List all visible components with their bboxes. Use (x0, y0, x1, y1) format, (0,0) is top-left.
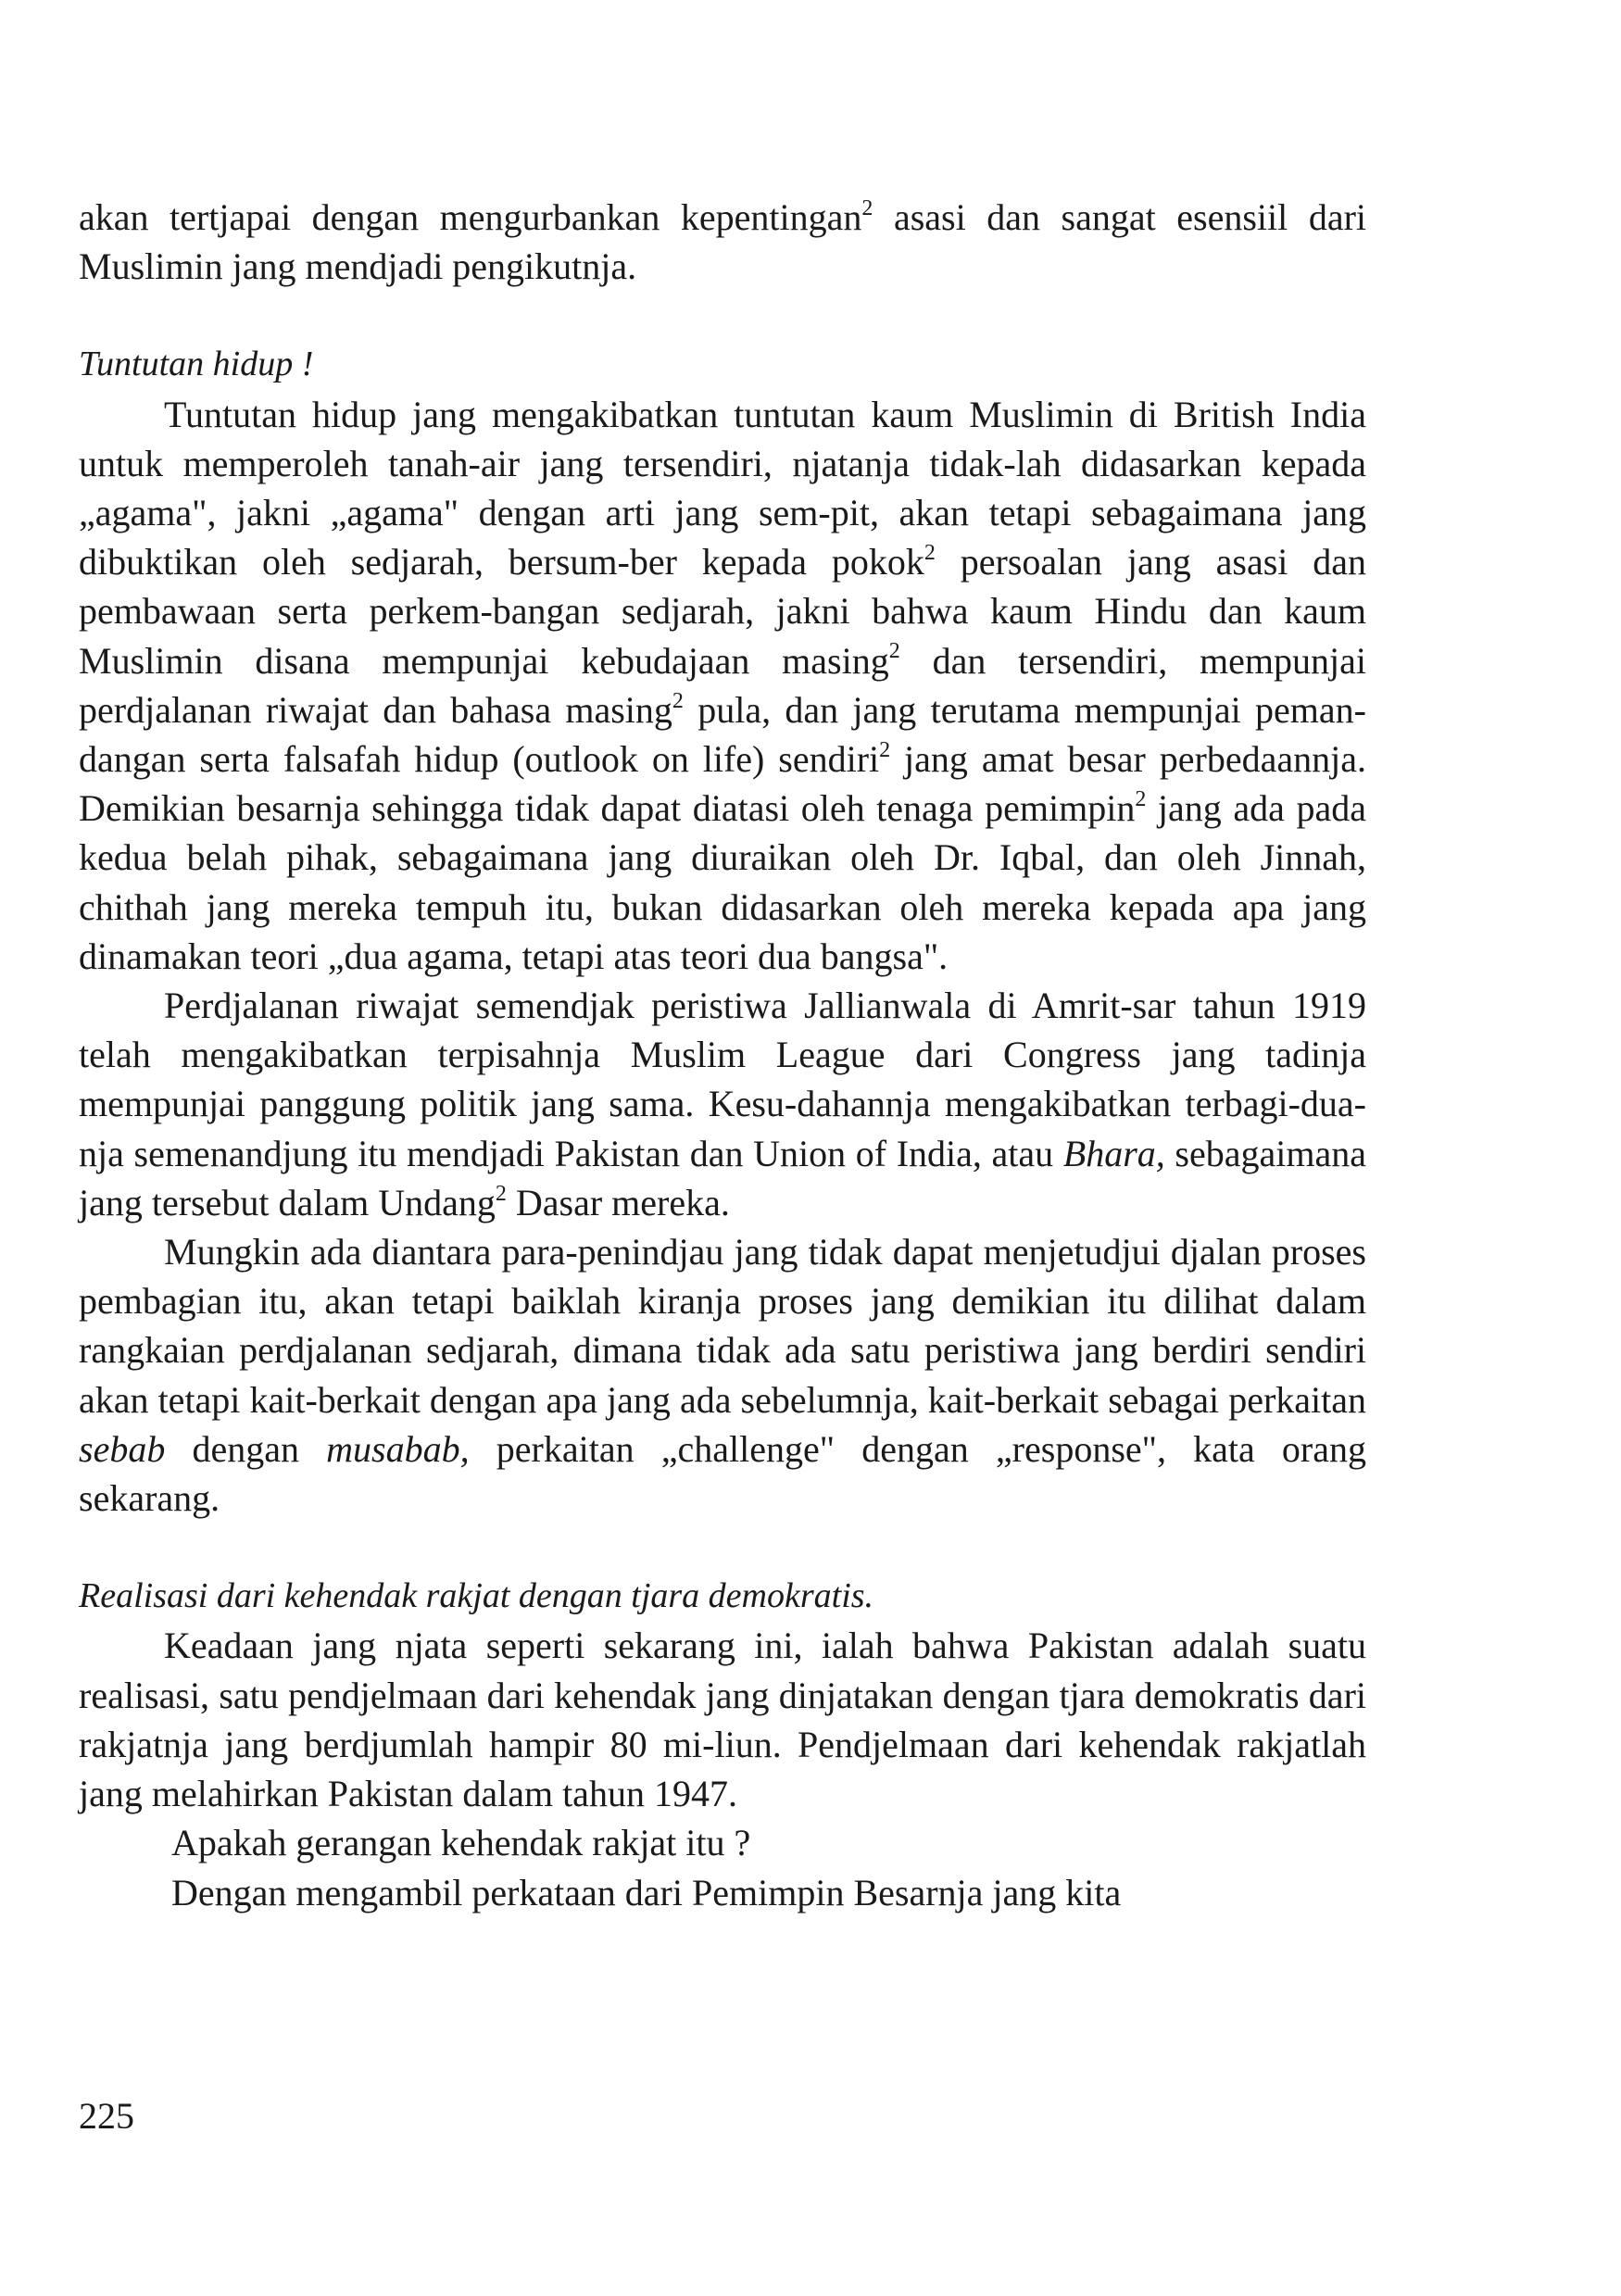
text-run: dengan (165, 1427, 327, 1470)
superscript-two: 2 (924, 540, 936, 565)
text-run: pula, dan jang terutama mempunjai peman-dangan serta falsafah hidup (outlook on life) sendiri (79, 688, 1366, 781)
italic-term: Bhara, (1062, 1132, 1165, 1174)
page-number: 225 (79, 2095, 134, 2137)
text-run: jang amat besar perbedaannja. Demikian besarnja sehingga tidak dapat diatasi oleh tenaga pemimpin (79, 738, 1366, 830)
paragraph-mungkin-ada (79, 1227, 1366, 1523)
text-run: Tuntutan hidup jang mengakibatkan tuntutan kaum Muslimin di British India untuk memperoleh tanah-air jang tersendiri, njatanja tidak-lah didasarkan kepada „agama", jakni „agama" dengan arti jang sem-pit, akan tetapi sebagaimana jang dibuktikan oleh sedjarah, bersum-ber kepada pokok (79, 393, 1366, 583)
paragraph-tuntutan-hidup (79, 390, 1366, 981)
paragraph-perdjalanan-riwajat (79, 981, 1366, 1227)
text-run: sebagaimana jang tersebut dalam Undang (79, 1132, 1366, 1223)
text-run: Perdjalanan riwajat semendjak peristiwa Jallianwala di Amrit-sar tahun 1919 telah mengakibatkan terpisahnja Muslim League dari Congress jang tadinja mempunjai panggung politik jang sama. Kesu-dahannja mengakibatkan terbagi-dua-nja semenandjung itu mendjadi Pakistan dan Union of India, atau (79, 985, 1366, 1174)
page-body (79, 193, 1366, 1917)
superscript-two: 2 (861, 195, 873, 220)
superscript-two: 2 (672, 688, 684, 713)
text-run: akan tertjapai dengan mengurbankan kepentingan (79, 196, 862, 238)
italic-term: musabab, (326, 1427, 470, 1470)
text-run: perkaitan „challenge" dengan „response", kata orang sekarang. (79, 1427, 1366, 1520)
section-heading-realisasi: Realisasi dari kehendak rakjat dengan tjara demokratis. (79, 1576, 874, 1616)
text-run: dan tersendiri, mempunjai perdjalanan riwajat dan bahasa masing (79, 639, 1366, 731)
paragraph-dengan-mengambil: Dengan mengambil perkataan dari Pemimpin Besarnja jang kita (171, 1871, 1122, 1913)
spacer (79, 1523, 1366, 1572)
spacer (79, 291, 1366, 340)
paragraph-keadaan: Keadaan jang njata seperti sekarang ini, ialah bahwa Pakistan adalah suatu realisasi, satu pendjelmaan dari kehendak jang dinjatakan dengan tjara demokratis dari rakjatnja jang berdjumlah hampir 80 mi-liun. Pendjelmaan dari kehendak rakjatlah jang melahirkan Pakistan dalam tahun 1947. (79, 1625, 1366, 1815)
italic-term: sebab (79, 1427, 166, 1470)
text-run: asasi dan sangat esensiil dari Muslimin jang mendjadi pengikutnja. (79, 196, 1367, 288)
paragraph-apakah: Apakah gerangan kehendak rakjat itu ? (171, 1822, 751, 1864)
superscript-two: 2 (879, 737, 891, 762)
superscript-two: 2 (1135, 786, 1147, 811)
text-run: Mungkin ada diantara para-penindjau jang tidak dapat menjetudjui djalan proses pembagian itu, akan tetapi baiklah kiranja proses jang demikian itu dilihat dalam rangkaian perdjalanan sedjarah, dimana tidak ada satu peristiwa jang berdiri sendiri akan tetapi kait-berkait dengan apa jang ada sebelumnja, kait-berkait sebagai perkaitan (79, 1231, 1366, 1421)
superscript-two: 2 (888, 639, 900, 664)
section-heading-tuntutan-hidup: Tuntutan hidup ! (79, 345, 314, 384)
text-run: persoalan jang asasi dan pembawaan serta perkem-bangan sedjarah, jakni bahwa kaum Hindu dan kaum Muslimin disana mempunjai kebudajaan masing (79, 541, 1366, 682)
text-run: Dasar mereka. (506, 1181, 730, 1223)
text-run: jang ada pada kedua belah pihak, sebagaimana jang diuraikan oleh Dr. Iqbal, dan oleh Jinnah, chithah jang mereka tempuh itu, bukan didasarkan oleh mereka kepada apa jang dinamakan teori „dua agama, tetapi atas teori dua bangsa". (79, 787, 1366, 977)
continuation-paragraph (79, 193, 1366, 291)
superscript-two: 2 (495, 1181, 507, 1206)
